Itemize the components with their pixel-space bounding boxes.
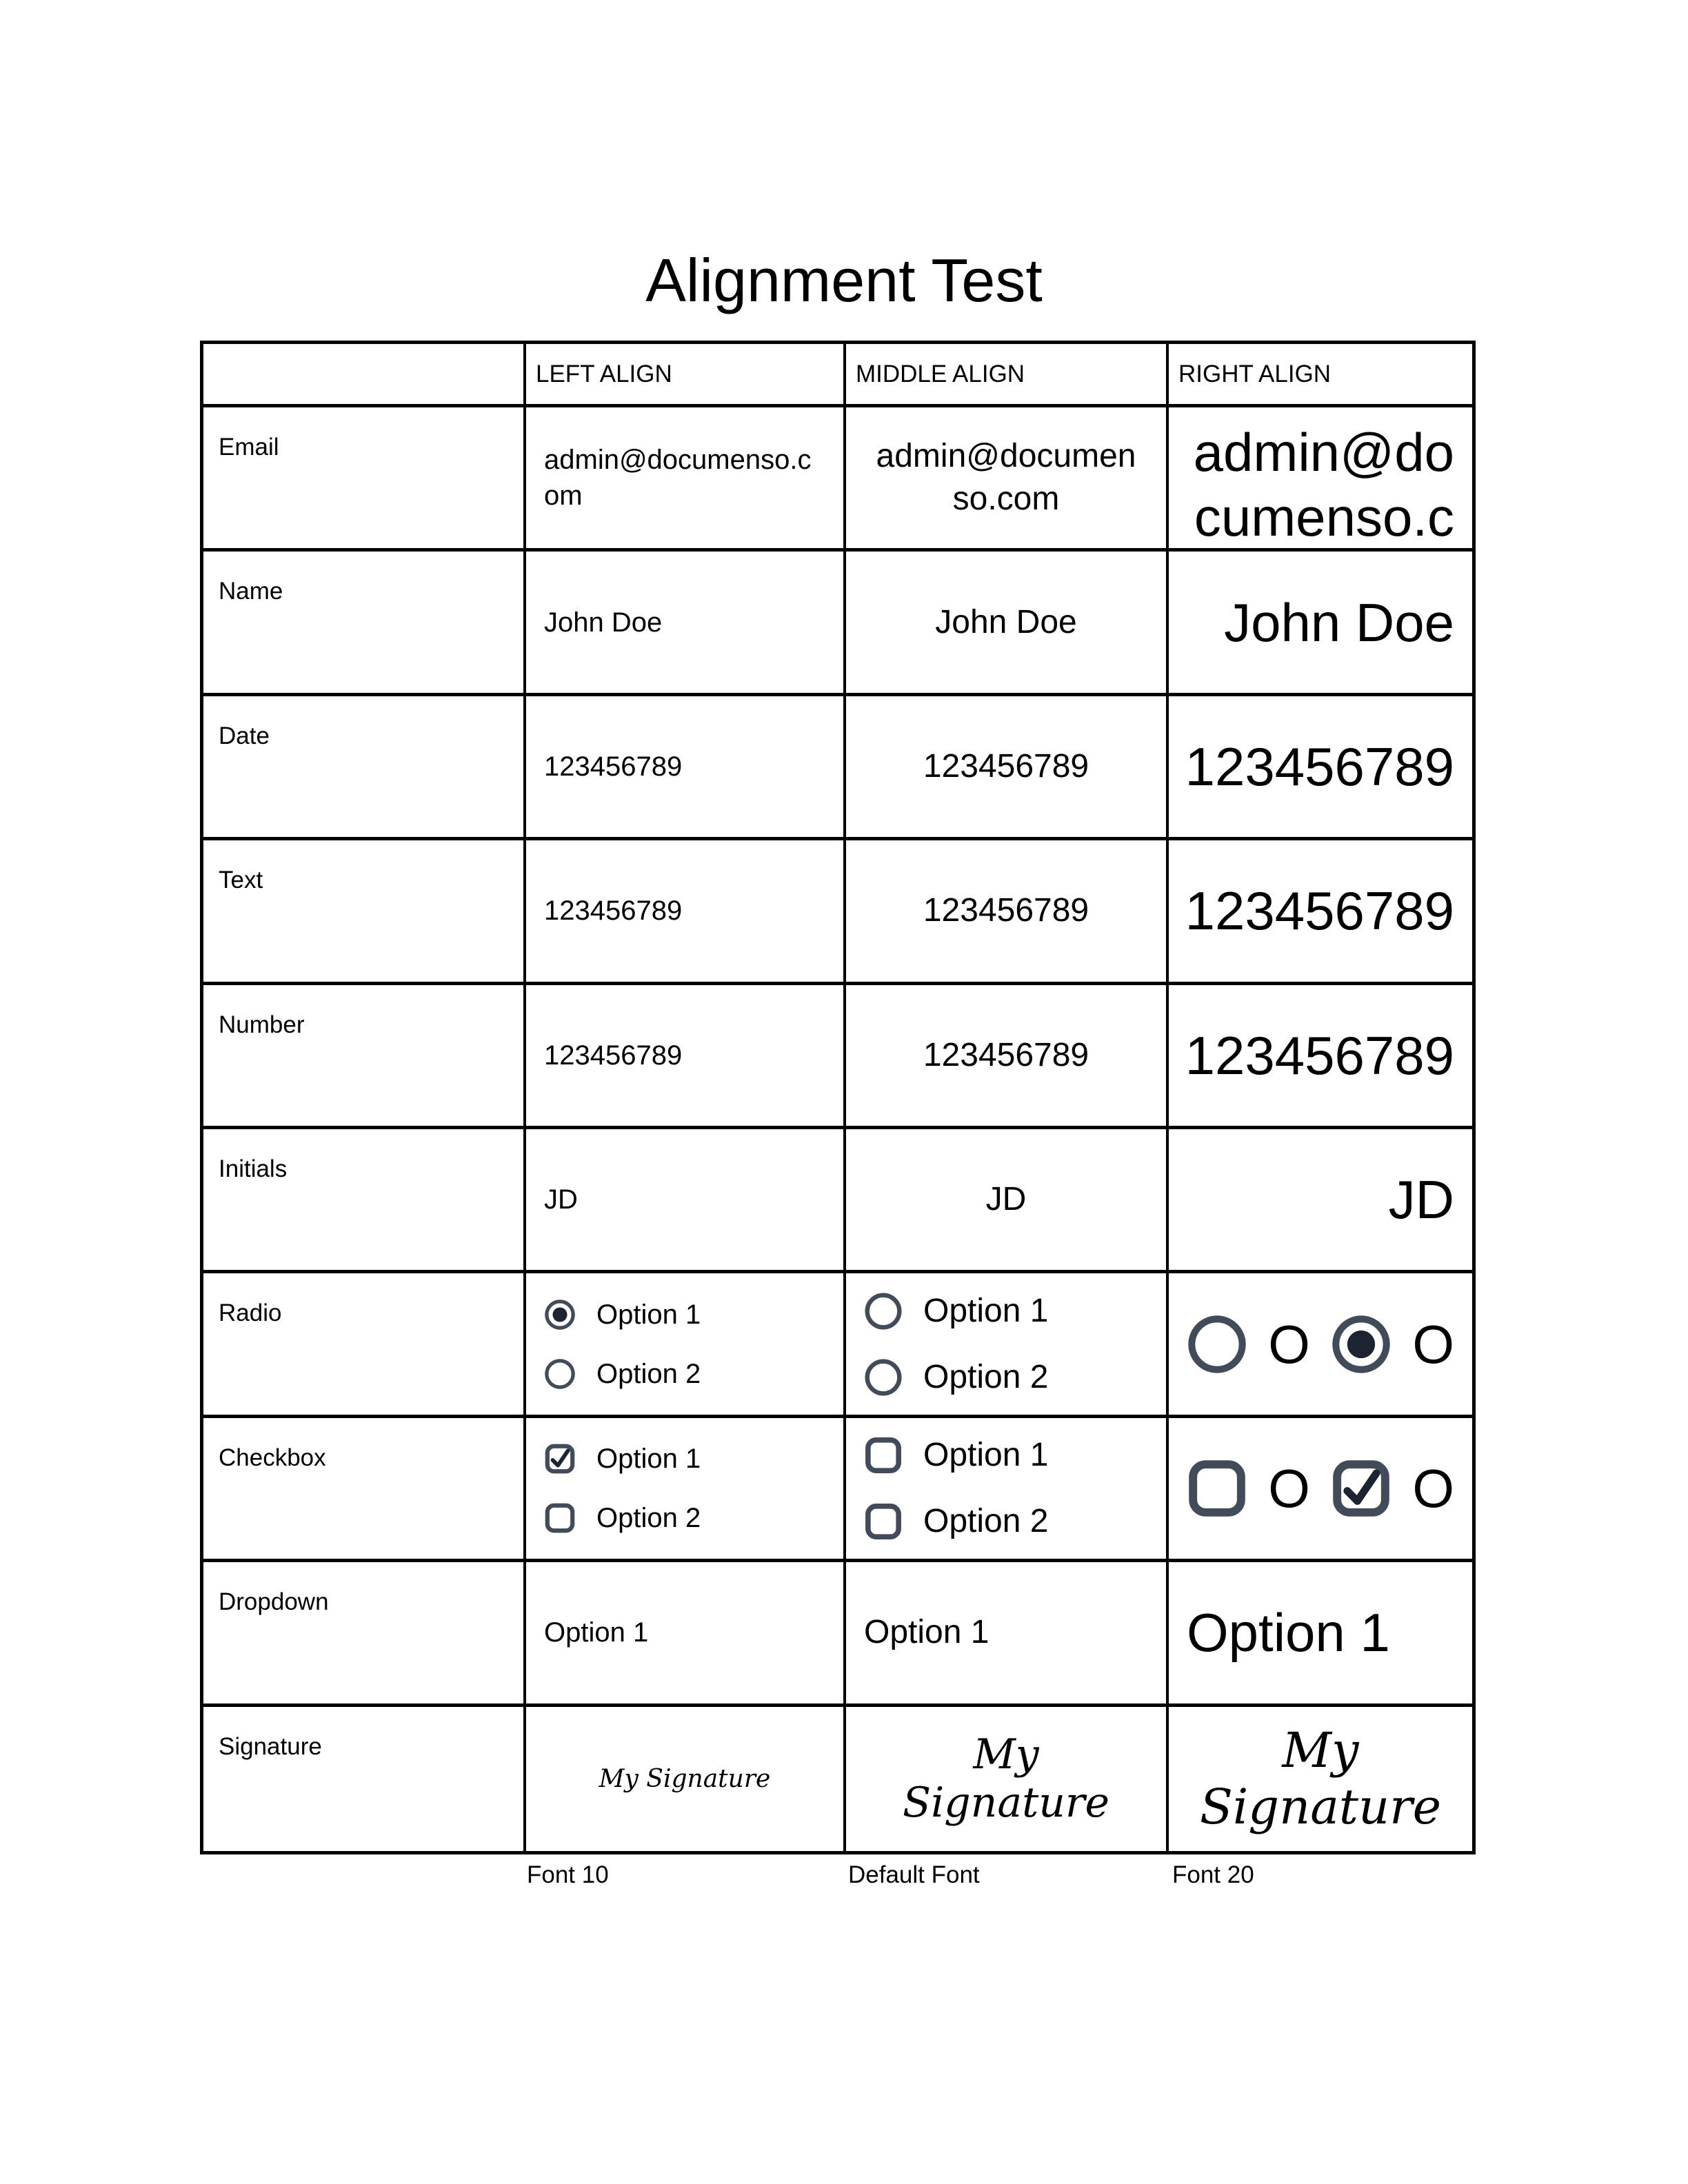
- row-label-radio: Radio: [203, 1273, 526, 1417]
- checkbox-unchecked-icon[interactable]: [544, 1502, 576, 1534]
- radio-option-label: Option 1: [923, 1292, 1049, 1329]
- row-label-name: Name: [203, 552, 526, 696]
- email-middle-line1: admin@documen: [876, 438, 1136, 475]
- footer-note-font20: Font 20: [1172, 1861, 1254, 1888]
- radio-unselected-icon[interactable]: [1187, 1314, 1247, 1375]
- email-middle-value: [846, 407, 1169, 552]
- checkbox-unchecked-icon[interactable]: [1187, 1458, 1247, 1519]
- radio-selected-icon[interactable]: [544, 1299, 576, 1331]
- name-left-value: John Doe: [526, 552, 846, 696]
- email-right-value: [1169, 407, 1472, 552]
- dropdown-middle-value[interactable]: Option 1: [846, 1562, 1169, 1706]
- checkbox-checked-icon[interactable]: [1331, 1458, 1391, 1519]
- radio-option-label: Option 2: [923, 1358, 1049, 1395]
- page-title: Alignment Test: [645, 246, 1043, 314]
- signature-middle-value: My Signature: [846, 1707, 1169, 1851]
- checkbox-option-label: Option 2: [596, 1502, 701, 1533]
- signature-right-value: My Signature: [1199, 1722, 1442, 1836]
- checkbox-left-group: [526, 1418, 846, 1562]
- row-label-initials: Initials: [203, 1129, 526, 1273]
- row-label-text: Text: [203, 840, 526, 984]
- name-middle-value: John Doe: [846, 552, 1169, 696]
- radio-middle-option2[interactable]: [864, 1356, 1148, 1399]
- radio-option-label-truncated: O: [1268, 1313, 1310, 1375]
- row-label-email: Email: [203, 407, 526, 552]
- date-middle-value: 123456789: [846, 696, 1169, 840]
- initials-right-value: JD: [1169, 1129, 1472, 1273]
- radio-option-label: Option 1: [596, 1299, 701, 1330]
- number-middle-value: 123456789: [846, 985, 1169, 1129]
- radio-middle-group: [846, 1273, 1169, 1417]
- row-label-signature: Signature: [203, 1707, 526, 1851]
- email-right-line1: admin@do: [1193, 422, 1454, 483]
- radio-unselected-icon[interactable]: [864, 1358, 903, 1397]
- row-label-checkbox: Checkbox: [203, 1418, 526, 1562]
- email-left-value: [526, 407, 846, 552]
- radio-left-group: [526, 1273, 846, 1417]
- header-right-align: RIGHT ALIGN: [1169, 344, 1472, 407]
- checkbox-unchecked-icon[interactable]: [864, 1436, 903, 1475]
- checkbox-option-label: Option 2: [923, 1502, 1049, 1539]
- checkbox-unchecked-icon[interactable]: [864, 1502, 903, 1541]
- radio-left-option1[interactable]: [544, 1297, 825, 1333]
- number-right-value: 123456789: [1169, 985, 1472, 1129]
- email-left-line1: admin@documenso.c: [544, 445, 812, 476]
- checkbox-option-label-truncated: O: [1412, 1457, 1454, 1519]
- checkbox-option-label-truncated: O: [1268, 1457, 1310, 1519]
- email-right-line2: cumenso.c: [1194, 487, 1454, 547]
- radio-right-group: [1169, 1273, 1472, 1417]
- email-middle-line2: so.com: [952, 481, 1060, 518]
- header-empty: [203, 344, 526, 407]
- alignment-table: [200, 341, 1476, 1854]
- number-left-value: 123456789: [526, 985, 846, 1129]
- checkbox-middle-group: [846, 1418, 1169, 1562]
- font-size-notes: [200, 1861, 1476, 1889]
- text-right-value: 123456789: [1169, 840, 1472, 984]
- checkbox-middle-option1[interactable]: [864, 1434, 1148, 1477]
- checkbox-middle-option2[interactable]: [864, 1500, 1148, 1543]
- name-right-value: John Doe: [1169, 552, 1472, 696]
- checkbox-checked-icon[interactable]: [544, 1443, 576, 1475]
- date-right-value: 123456789: [1169, 696, 1472, 840]
- checkbox-option-label: Option 1: [923, 1436, 1049, 1473]
- checkbox-option-label: Option 1: [596, 1443, 701, 1474]
- email-left-line2: om: [544, 481, 583, 512]
- initials-middle-value: JD: [846, 1129, 1169, 1273]
- checkbox-left-option1[interactable]: [544, 1441, 825, 1477]
- date-left-value: 123456789: [526, 696, 846, 840]
- header-middle-align: MIDDLE ALIGN: [846, 344, 1169, 407]
- header-left-align: LEFT ALIGN: [526, 344, 846, 407]
- radio-selected-icon[interactable]: [1331, 1314, 1391, 1375]
- checkbox-left-option2[interactable]: [544, 1500, 825, 1536]
- radio-option-label: Option 2: [596, 1358, 701, 1389]
- radio-unselected-icon[interactable]: [864, 1292, 903, 1331]
- row-label-date: Date: [203, 696, 526, 840]
- signature-left-value: My Signature: [526, 1707, 846, 1851]
- radio-left-option2[interactable]: [544, 1356, 825, 1392]
- initials-left-value: JD: [526, 1129, 846, 1273]
- footer-spacer: [200, 1861, 524, 1889]
- dropdown-right-value[interactable]: Option 1: [1169, 1562, 1472, 1706]
- radio-option-label-truncated: O: [1412, 1313, 1454, 1375]
- row-label-dropdown: Dropdown: [203, 1562, 526, 1706]
- row-label-number: Number: [203, 985, 526, 1129]
- checkbox-right-group: [1169, 1418, 1472, 1562]
- radio-middle-option1[interactable]: [864, 1290, 1148, 1333]
- footer-note-font10: Font 10: [527, 1861, 609, 1888]
- dropdown-left-value[interactable]: Option 1: [526, 1562, 846, 1706]
- text-middle-value: 123456789: [846, 840, 1169, 984]
- text-left-value: 123456789: [526, 840, 846, 984]
- footer-note-default-font: Default Font: [848, 1861, 980, 1888]
- radio-unselected-icon[interactable]: [544, 1358, 576, 1390]
